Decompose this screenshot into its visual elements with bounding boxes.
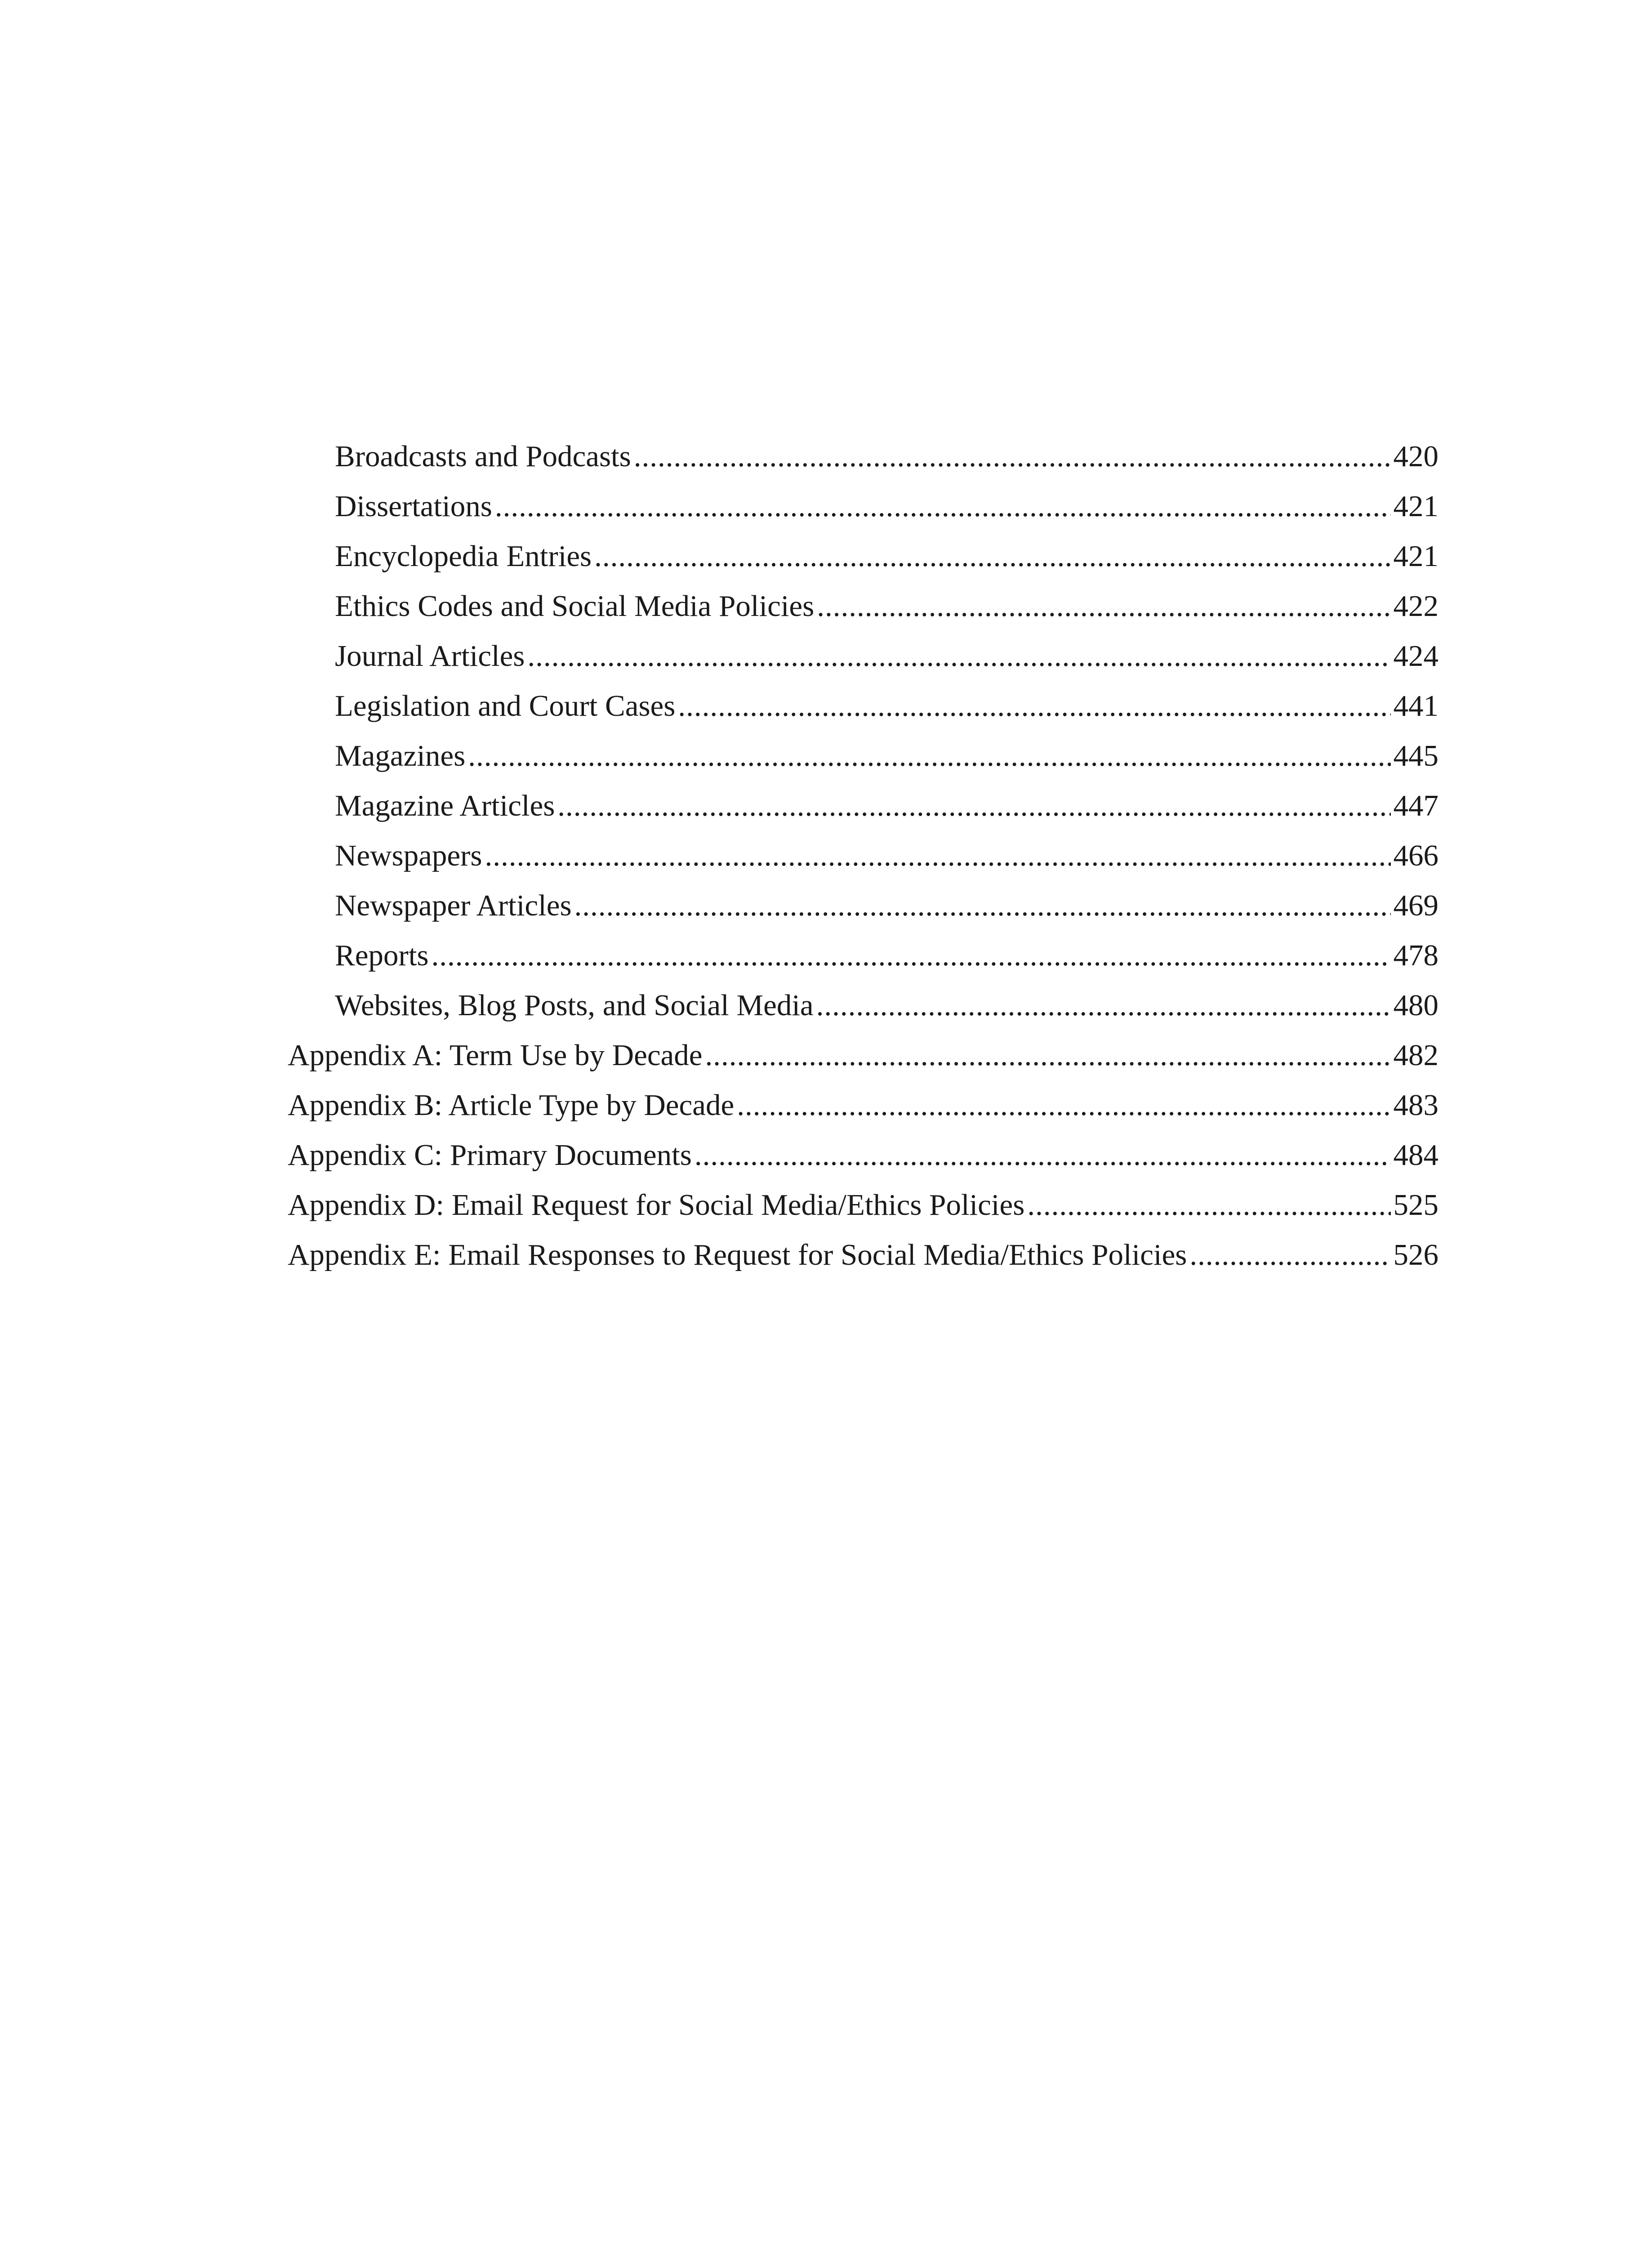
toc-dot-leader [678,681,1390,731]
toc-entry[interactable] [288,482,1438,531]
toc-entry[interactable] [288,881,1438,931]
toc-entry-page: 526 [1393,1238,1438,1271]
toc-entry-page: 466 [1393,839,1438,872]
toc-entry-page: 420 [1393,440,1438,473]
toc-entry-title: Magazine Articles [335,789,555,822]
toc-dot-leader [634,432,1391,482]
toc-dot-leader [527,631,1390,681]
toc-entry-page: 445 [1393,739,1438,772]
toc-entry-title: Newspaper Articles [335,889,572,922]
toc-entry[interactable] [288,631,1438,681]
toc-dot-leader [705,1030,1391,1080]
toc-dot-leader [557,781,1390,831]
toc-entry[interactable] [288,1130,1438,1180]
toc-entry[interactable] [288,432,1438,482]
toc-dot-leader [431,931,1390,981]
toc-dot-leader [594,531,1390,581]
toc-dot-leader [695,1130,1391,1180]
toc-entry-title: Ethics Codes and Social Media Policies [335,589,815,623]
toc-dot-leader [737,1080,1390,1130]
toc-entry-page: 525 [1393,1188,1438,1222]
toc-entry-page: 441 [1393,689,1438,723]
toc-dot-leader [817,581,1390,631]
toc-entry-title: Encyclopedia Entries [335,540,592,573]
toc-entry-page: 480 [1393,989,1438,1022]
table-of-contents [288,432,1438,1280]
toc-entry-page: 483 [1393,1088,1438,1122]
toc-dot-leader [1027,1180,1390,1230]
toc-dot-leader [468,731,1390,781]
toc-entry[interactable] [288,931,1438,981]
toc-entry[interactable] [288,781,1438,831]
toc-entry-page: 482 [1393,1039,1438,1072]
toc-entry-title: Newspapers [335,839,482,872]
toc-entry[interactable] [288,1030,1438,1080]
toc-entry[interactable] [288,1080,1438,1130]
toc-entry-page: 469 [1393,889,1438,922]
toc-entry-title: Appendix B: Article Type by Decade [288,1088,735,1122]
toc-entry-title: Broadcasts and Podcasts [335,440,631,473]
toc-entry[interactable] [288,731,1438,781]
toc-entry-title: Dissertations [335,490,492,523]
toc-entry[interactable] [288,1230,1438,1280]
toc-dot-leader [816,981,1391,1030]
toc-entry-page: 478 [1393,939,1438,972]
toc-entry-page: 447 [1393,789,1438,822]
toc-entry[interactable] [288,681,1438,731]
toc-dot-leader [1189,1230,1390,1280]
toc-entry-page: 421 [1393,540,1438,573]
toc-entry-page: 424 [1393,639,1438,673]
toc-entry[interactable] [288,1180,1438,1230]
toc-entry-page: 484 [1393,1138,1438,1172]
toc-entry-title: Appendix E: Email Responses to Request for Social Media/Ethics Policies [288,1238,1187,1271]
toc-entry-title: Websites, Blog Posts, and Social Media [335,989,814,1022]
toc-entry-title: Reports [335,939,429,972]
toc-dot-leader [485,831,1390,881]
toc-entry-title: Appendix A: Term Use by Decade [288,1039,703,1072]
toc-entry[interactable] [288,981,1438,1030]
toc-dot-leader [495,482,1391,531]
toc-entry-title: Legislation and Court Cases [335,689,676,723]
toc-entry-title: Journal Articles [335,639,525,673]
toc-dot-leader [574,881,1391,931]
toc-entry-title: Appendix C: Primary Documents [288,1138,692,1172]
toc-entry[interactable] [288,831,1438,881]
toc-entry[interactable] [288,531,1438,581]
toc-entry-page: 421 [1393,490,1438,523]
toc-entry[interactable] [288,581,1438,631]
toc-entry-title: Magazines [335,739,466,772]
toc-entry-page: 422 [1393,589,1438,623]
toc-entry-title: Appendix D: Email Request for Social Media/Ethics Policies [288,1188,1025,1222]
